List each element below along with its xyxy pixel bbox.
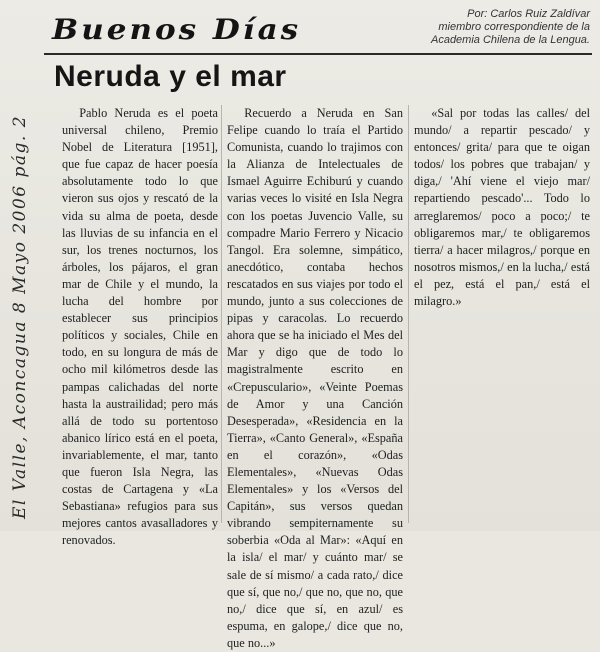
column-masthead: Buenos Días bbox=[52, 14, 302, 47]
masthead-rule bbox=[44, 53, 592, 55]
article-column-2 bbox=[227, 105, 403, 650]
article-column-3 bbox=[414, 105, 590, 525]
paragraph: «Sal por todas las calles/ del mundo/ a repartir pescado/ y entonces/ grita/ para que te oigan todos/ los pobres que trabajan/ y diga,/ 'Ahí viene el viejo mar/ repartiendo pescado'... Todo lo arreglaremos/ poco a poco;/ te obligaremos mar,/ te obligaremos tierra/ a hacer milagros,/ porque en nosotros mismos,/ en la lucha,/ está el pez, está el pan,/ está el milagro.» bbox=[414, 106, 590, 309]
byline bbox=[390, 8, 590, 47]
byline-academy: Academia Chilena de la Lengua. bbox=[430, 34, 590, 46]
byline-role: miembro correspondiente de la bbox=[438, 21, 590, 33]
column-divider bbox=[221, 105, 222, 523]
handwritten-margin-note: El Valle, Aconcagua 8 Mayo 2006 pág. 2 bbox=[10, 114, 30, 519]
article-column-1 bbox=[62, 105, 218, 548]
paragraph: Recuerdo a Neruda en San Felipe cuando lo traía el Partido Comunista, cuando lo trajimos con la Alianza de Intelectuales de Ismael Aguirre Echiburú y cuando varias veces lo visité en Isla Negra con los poetas Juvencio Valle, su compadre Mario Ferrero y Nicacio Tangol. Era solemne, simpático, anecdótico, contaba hechos rescatados en sus viajes por todo el mundo, junto a sus colecciones de pipas y caracolas. Lo recuerdo ahora que se ha iniciado el Mes del Mar y digo que de todo lo magistralmente escrito en «Crepusculario», «Veinte Poemas de Amor y una Canción Desesperada», «Residencia en la Tierra», «Canto General», «España en el corazón», «Odas Elementales», «Nuevas Odas Elementales» y los «Versos del Capitán», sus versos quedan vibrando sempiternamente su soberbia «Oda al Mar»: «Aquí en la isla/ el mar/ y cuánto mar/ se sale de sí mismo/ a cada rato,/ dice que sí, que no,/ que no, que no, que no,/ dice que sí, en azul/ es espuma, en galope,/ dice que no, que no...» bbox=[227, 106, 403, 650]
article-headline: Neruda y el mar bbox=[54, 60, 287, 93]
byline-author: Por: Carlos Ruiz Zaldívar bbox=[467, 8, 590, 20]
column-divider bbox=[408, 105, 409, 523]
paragraph: Pablo Neruda es el poeta universal chileno, Premio Nobel de Literatura [1951], que fue capaz de hacer poesía absolutamente todo lo que vieron sus ojos y rescató de la vida su alma de poeta, desde las lluvias de su infancia en el sur, los trenes nocturnos, los árboles, los pájaros, el gran mar de Chile y el mundo, la lucha del hombre por establecer sus principios políticos y sociales, Chile en todo, en su longura de más de ocho mil kilómetros desde las pampas calichadas del norte hasta la austrailidad; pero más allá de todo su portentoso abanico lírico está en el poeta, invariablemente, el mar, tanto que fueron Isla Negra, las costas de Cartagena y «La Sebastiana» refugios para sus mejores cantos avasalladores y renovados. bbox=[62, 106, 218, 548]
